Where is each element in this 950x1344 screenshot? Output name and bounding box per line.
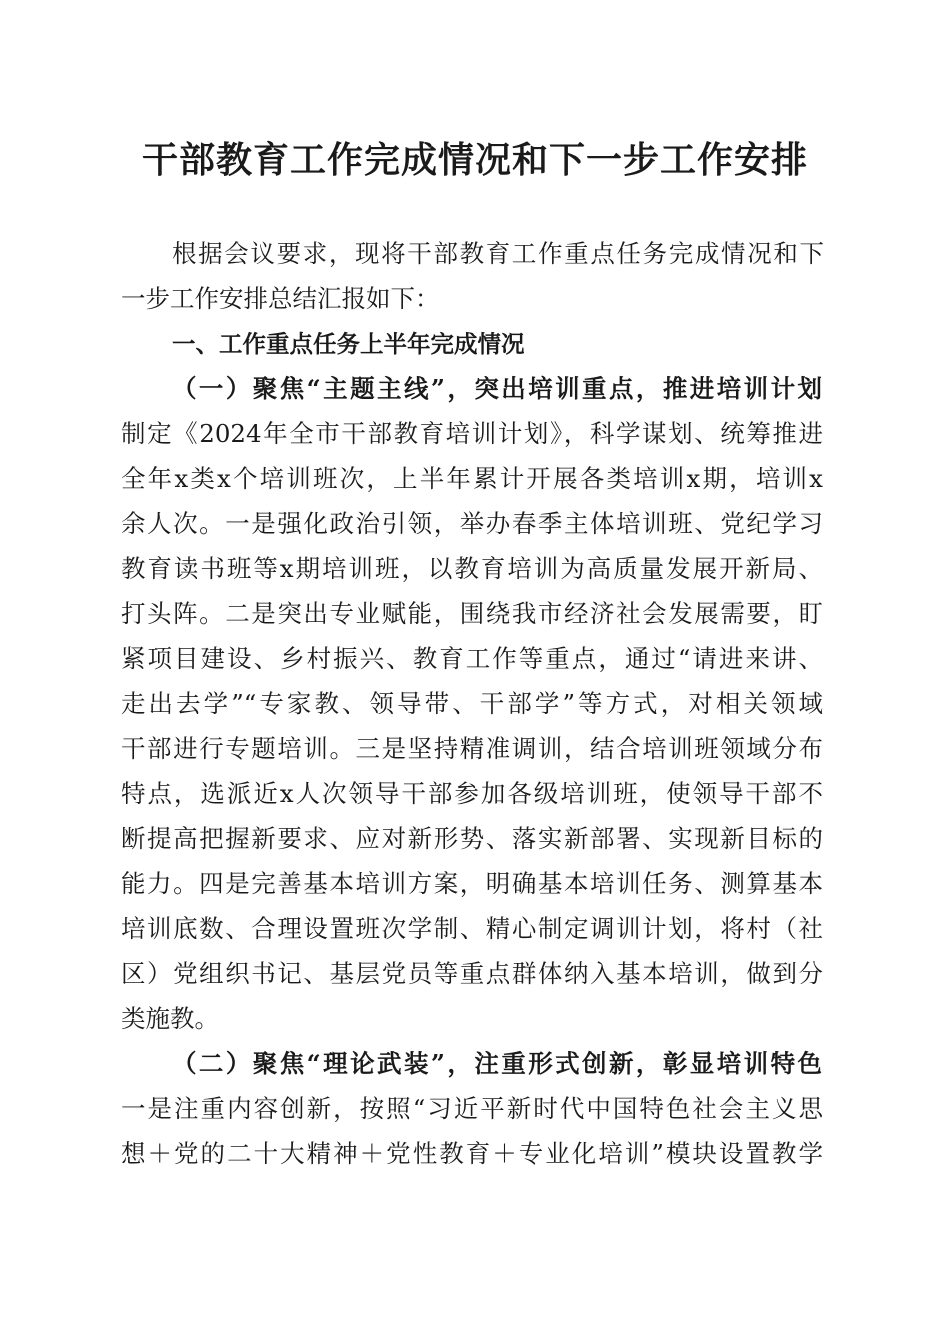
paragraph-line: 干部进行专题培训。三是坚持精准调训，结合培训班领域分布: [121, 734, 823, 763]
subsection-heading: （一）聚焦“主题主线”，突出培训重点，推进培训计划: [172, 374, 822, 403]
paragraph-line: 教育读书班等x期培训班，以教育培训为高质量发展开新局、: [121, 554, 823, 583]
paragraph-line: 紧项目建设、乡村振兴、教育工作等重点，通过“请进来讲、: [121, 644, 823, 673]
subsection-heading: （二）聚焦“理论武装”，注重形式创新，彰显培训特色: [172, 1049, 822, 1078]
document-title: 干部教育工作完成情况和下一步工作安排: [141, 140, 808, 181]
paragraph-line: 余人次。一是强化政治引领，举办春季主体培训班、党纪学习: [121, 509, 823, 538]
paragraph-line: 断提高把握新要求、应对新形势、落实新部署、实现新目标的: [121, 824, 823, 853]
paragraph-line: 一是注重内容创新，按照“习近平新时代中国特色社会主义思: [121, 1094, 823, 1123]
paragraph-line: 区）党组织书记、基层党员等重点群体纳入基本培训，做到分: [121, 959, 823, 988]
paragraph-line: 一步工作安排总结汇报如下：: [121, 284, 440, 313]
paragraph-line: 特点，选派近x人次领导干部参加各级培训班，使领导干部不: [121, 779, 823, 808]
paragraph-line: 根据会议要求，现将干部教育工作重点任务完成情况和下: [172, 239, 824, 268]
paragraph-line: 打头阵。二是突出专业赋能，围绕我市经济社会发展需要，盯: [121, 599, 823, 628]
paragraph-line: 能力。四是完善基本培训方案，明确基本培训任务、测算基本: [121, 869, 823, 898]
paragraph-line: 走出去学”“专家教、领导带、干部学”等方式，对相关领域: [121, 689, 823, 718]
paragraph-line: 培训底数、合理设置班次学制、精心制定调训计划，将村（社: [121, 914, 823, 943]
paragraph-line: 全年x类x个培训班次，上半年累计开展各类培训x期，培训x: [121, 464, 823, 493]
paragraph-line: 类施教。: [121, 1004, 219, 1033]
paragraph-line: 制定《2024年全市干部教育培训计划》，科学谋划、统筹推进: [121, 419, 823, 448]
section-heading: 一、工作重点任务上半年完成情况: [172, 330, 525, 358]
paragraph-line: 想＋党的二十大精神＋党性教育＋专业化培训”模块设置教学: [121, 1139, 823, 1168]
